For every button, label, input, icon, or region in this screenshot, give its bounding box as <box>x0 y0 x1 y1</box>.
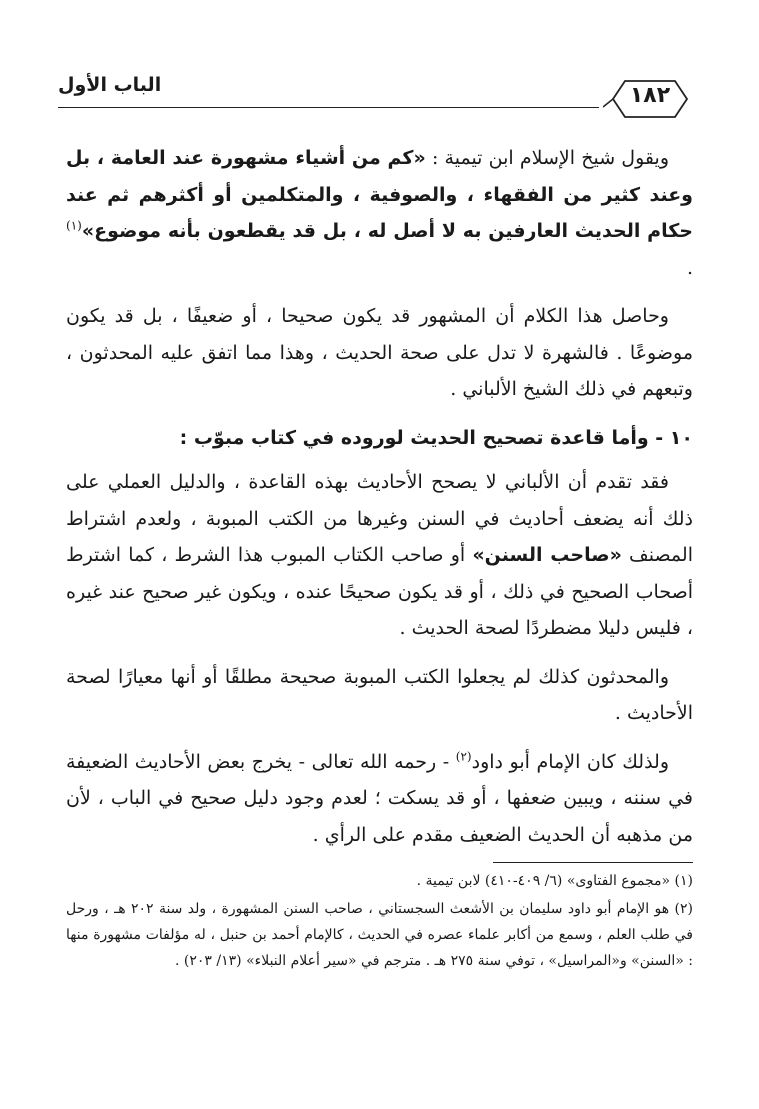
section-heading: ١٠ - وأما قاعدة تصحيح الحديث لوروده في كتاب مبوّب : <box>179 426 693 449</box>
page-number: ١٨٢ <box>629 83 671 108</box>
footnote-ref-2[interactable]: (٢) <box>455 749 472 764</box>
footnote-ref-1[interactable]: (١) <box>66 218 82 233</box>
para1-quote: «كم من أشياء مشهورة عند العامة ، بل وعند كثير من الفقهاء ، والصوفية ، والمتكلمين أو أكثرهم ثم عند حكام الحديث العارفين به لا أصل له ، بل قد يقطعون بأنه موضوع» <box>66 147 693 242</box>
footnote-2: (٢) هو الإمام أبو داود سليمان بن الأشعث السجستاني ، صاحب السنن المشهورة ، ولد سنة ٢٠٢ هـ ، ورحل في طلب العلم ، وسمع من أكابر علماء عصره في الحديث ، كالإمام أحمد بن حنبل ، له مؤلفات مشهورة منها : «السنن» و«المراسيل» ، توفي سنة ٢٧٥ هـ . مترجم في «سير أعلام النبلاء» (١٣/ ٢٠٣) . <box>66 901 693 969</box>
chapter-title: الباب الأول <box>58 74 162 96</box>
para5-text-a: ولذلك كان الإمام أبو داود <box>471 750 670 773</box>
para3-text-a: فقد تقدم أن الألباني لا يصحح الأحاديث بهذه القاعدة ، والدليل العملي على ذلك أنه يضعف أحاديث في السنن وغيرها من الكتب المبوبة ، ولعدم اشتراط المصنف <box>66 471 693 566</box>
paragraph-albani-rule <box>66 464 693 647</box>
para1-tail: . <box>686 256 693 279</box>
footnotes <box>66 868 693 976</box>
paragraph-fame-summary: وحاصل هذا الكلام أن المشهور قد يكون صحيحا ، أو ضعيفًا ، بل قد يكون موضوعًا . فالشهرة لا تدل على صحة الحديث ، وهذا مما اتفق عليه المحدثون ، وتبعهم في ذلك الشيخ الألباني . <box>66 305 693 400</box>
para3-text-b: أو صاحب الكتاب المبوب هذا الشرط ، كما اشترط أصحاب الصحيح في ذلك ، أو قد يكون صحيحًا عنده ، ويكون غير صحيح عند غيره ، فليس دليلا مضطردًا لصحة الحديث . <box>66 544 693 639</box>
para1-lead: ويقول شيخ الإسلام ابن تيمية : <box>425 147 670 169</box>
footnote-1: (١) «مجموع الفتاوى» (٦/ ٤٠٩-٤١٠) لابن تيمية . <box>416 873 693 889</box>
paragraph-muhaddithun: والمحدثون كذلك لم يجعلوا الكتب المبوبة صحيحة مطلقًا أو أنها معيارًا لصحة الأحاديث . <box>66 665 693 724</box>
footnote-separator <box>493 862 693 863</box>
paragraph-ibn-taymiyya-quote <box>66 140 693 286</box>
para3-bold: «صاحب السنن» <box>472 544 622 566</box>
para5-text-b: - رحمه الله تعالى - يخرج بعض الأحاديث الضعيفة في سننه ، ويبين ضعفها ، أو قد يسكت ؛ لعدم وجود دليل صحيح في الباب ، لأن من مذهبه أن الحديث الضعيف مقدم على الرأي . <box>66 750 693 846</box>
paragraph-abu-dawud <box>66 744 693 854</box>
main-text <box>66 140 693 865</box>
page-header <box>58 62 697 122</box>
header-rule <box>58 107 599 108</box>
page-number-frame <box>603 78 697 120</box>
